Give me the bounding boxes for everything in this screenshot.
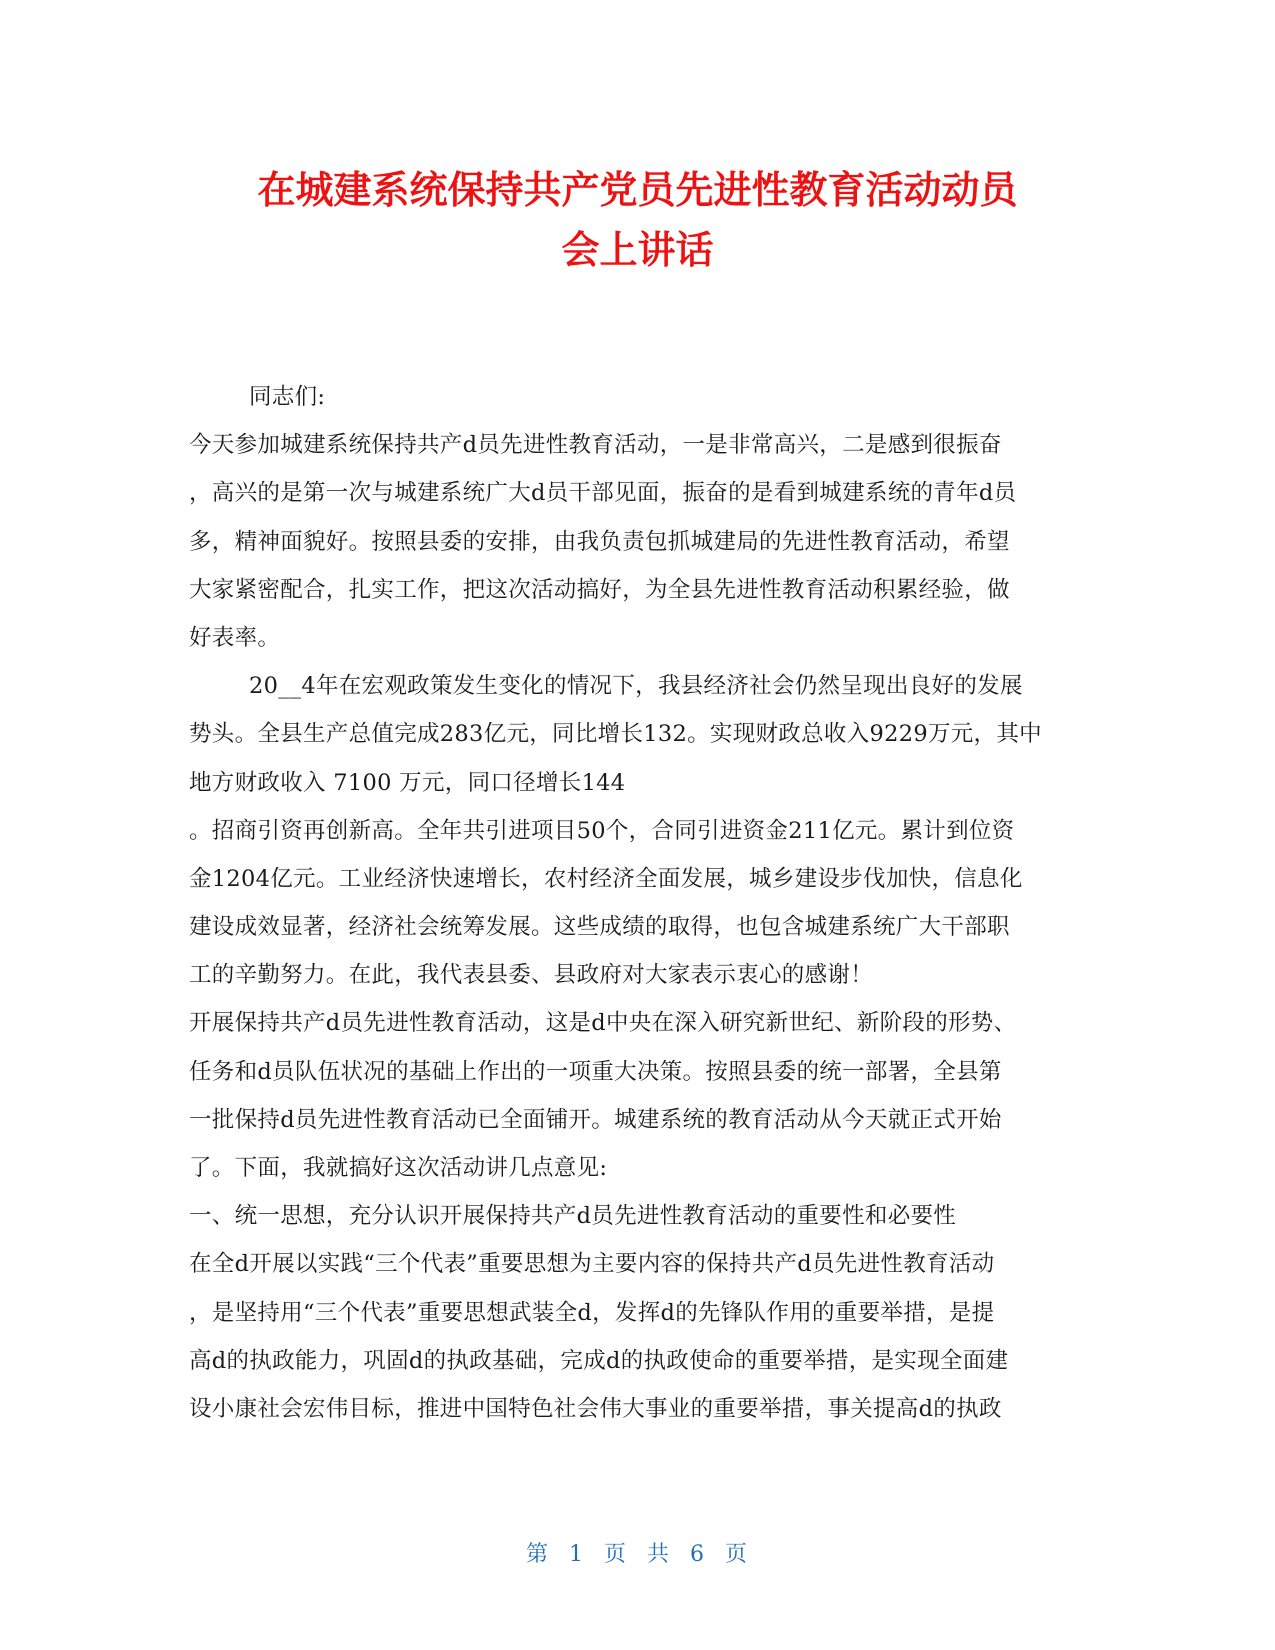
- page-footer: 第 1 页 共 6 页: [526, 1542, 749, 1567]
- body-text-line: 金1204亿元。工业经济快速增长，农村经济全面发展，城乡建设步伐加快，信息化: [189, 865, 1023, 892]
- body-text-line: 今天参加城建系统保持共产d员先进性教育活动，一是非常高兴，二是感到很振奋: [189, 432, 1002, 459]
- body-text-line: 一批保持d员先进性教育活动已全面铺开。城建系统的教育活动从今天就正式开始: [189, 1106, 1002, 1133]
- document-body: [189, 373, 1089, 1433]
- body-text-line: 在全d开展以实践“三个代表”重要思想为主要内容的保持共产d员先进性教育活动: [189, 1251, 995, 1278]
- body-text-line: 20__4年在宏观政策发生变化的情况下，我县经济社会仍然呈现出良好的发展: [249, 673, 1023, 700]
- body-text-line: 开展保持共产d员先进性教育活动，这是d中央在深入研究新世纪、新阶段的形势、: [189, 1010, 1017, 1037]
- body-text-line: 同志们:: [249, 384, 326, 410]
- body-text-line: 势头。全县生产总值完成283亿元，同比增长132。实现财政总收入9229万元，其中: [189, 721, 1042, 748]
- document-title: [150, 160, 1125, 280]
- body-text-line: 好表率。: [189, 624, 281, 651]
- body-text-line: ，高兴的是第一次与城建系统广大d员干部见面，振奋的是看到城建系统的青年d员: [189, 480, 1017, 507]
- title-line: 会上讲话: [561, 228, 714, 272]
- body-text-line: 多，精神面貌好。按照县委的安排，由我负责包抓城建局的先进性教育活动，希望: [189, 528, 1010, 555]
- body-text-line: 设小康社会宏伟目标，推进中国特色社会伟大事业的重要举措，事关提高d的执政: [189, 1395, 1002, 1422]
- body-text-line: 地方财政收入 7100 万元，同口径增长144: [189, 769, 626, 796]
- body-text-line: 任务和d员队伍状况的基础上作出的一项重大决策。按照县委的统一部署，全县第: [189, 1058, 1002, 1085]
- body-text-line: 建设成效显著，经济社会统筹发展。这些成绩的取得，也包含城建系统广大干部职: [189, 914, 1010, 941]
- body-text-line: 工的辛勤努力。在此，我代表县委、县政府对大家表示衷心的感谢！: [189, 962, 874, 989]
- body-text-line: 大家紧密配合，扎实工作，把这次活动搞好，为全县先进性教育活动积累经验，做: [189, 576, 1010, 603]
- body-text-line: ，是坚持用“三个代表”重要思想武装全d，发挥d的先锋队作用的重要举措，是提: [189, 1299, 995, 1326]
- body-text-line: 。招商引资再创新高。全年共引进项目50个，合同引进资金211亿元。累计到位资: [189, 817, 1015, 844]
- body-text-line: 高d的执政能力，巩固d的执政基础，完成d的执政使命的重要举措，是实现全面建: [189, 1347, 1009, 1374]
- title-line: 在城建系统保持共产党员先进性教育活动动员: [257, 168, 1018, 212]
- body-text-line: 一、统一思想，充分认识开展保持共产d员先进性教育活动的重要性和必要性: [189, 1203, 957, 1230]
- body-text-line: 了。下面，我就搞好这次活动讲几点意见:: [189, 1155, 608, 1181]
